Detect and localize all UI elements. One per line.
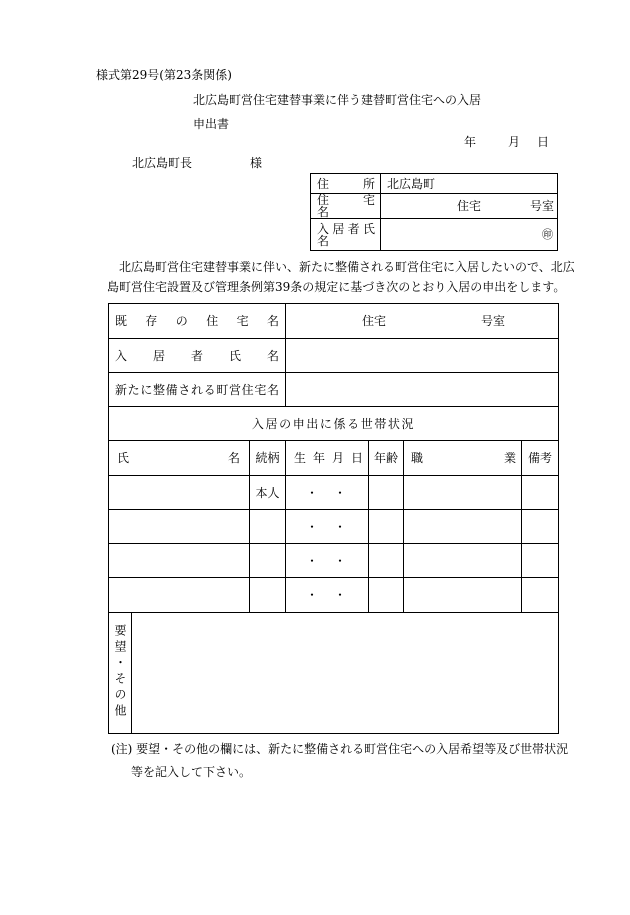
table-row bbox=[109, 476, 559, 510]
column-header-notes-text: 備考 bbox=[528, 451, 553, 465]
address-value-cell bbox=[381, 174, 558, 194]
household-birthdate: ・ ・ bbox=[306, 485, 349, 500]
column-header-name-text: 氏 名 bbox=[117, 451, 240, 465]
household-name-cell bbox=[109, 476, 250, 510]
housing-value bbox=[381, 200, 557, 212]
table-row bbox=[109, 544, 559, 578]
applicant-housing-row bbox=[311, 194, 558, 219]
remarks-value-cell bbox=[132, 613, 559, 734]
column-header-name bbox=[109, 441, 250, 476]
addressee-honorific: 様 bbox=[250, 156, 263, 170]
resident-name-row bbox=[109, 339, 559, 373]
household-age-cell bbox=[369, 578, 404, 613]
household-birthdate-cell bbox=[286, 476, 369, 510]
existing-housing-label-cell bbox=[109, 304, 286, 339]
applicant-name-row bbox=[311, 219, 558, 251]
form-number: 様式第29号(第23条関係) bbox=[96, 68, 232, 82]
column-header-birthdate-text: 生 年 月 日 bbox=[294, 451, 364, 465]
household-name-cell bbox=[109, 510, 250, 544]
household-notes-cell bbox=[522, 578, 559, 613]
household-birthdate-cell bbox=[286, 544, 369, 578]
existing-room-suffix: 号室 bbox=[481, 314, 506, 328]
household-relation-cell bbox=[250, 578, 286, 613]
new-housing-row bbox=[109, 373, 559, 407]
new-housing-value-cell bbox=[286, 373, 559, 407]
household-occupation-cell bbox=[404, 544, 522, 578]
household-age-cell bbox=[369, 476, 404, 510]
column-header-notes bbox=[522, 441, 559, 476]
household-notes-cell bbox=[522, 544, 559, 578]
column-header-relation bbox=[250, 441, 286, 476]
table-row bbox=[109, 578, 559, 613]
existing-housing-value bbox=[286, 315, 558, 327]
column-header-age-text: 年齢 bbox=[374, 451, 399, 465]
resident-name-label: 入居者氏名 bbox=[317, 221, 375, 248]
resident-label: 入 居 者 氏 名 bbox=[115, 348, 280, 363]
note-line-2: 等を記入して下さい。 bbox=[131, 765, 252, 779]
household-heading-row bbox=[109, 407, 559, 441]
statement-line-1: 北広島町営住宅建替事業に伴い、新たに整備される町営住宅に入居したいので、北広 bbox=[119, 260, 575, 274]
household-occupation-cell bbox=[404, 578, 522, 613]
household-relation-cell bbox=[250, 544, 286, 578]
household-name-cell bbox=[109, 544, 250, 578]
address-value: 北広島町 bbox=[387, 176, 436, 191]
household-header-row bbox=[109, 441, 559, 476]
existing-housing-row bbox=[109, 304, 559, 339]
form-title-line-2: 申出書 bbox=[193, 117, 230, 131]
remarks-label-cell bbox=[109, 613, 132, 734]
household-relation-cell bbox=[250, 476, 286, 510]
existing-housing-suffix: 住宅 bbox=[362, 314, 387, 328]
column-header-occupation-text: 職 業 bbox=[411, 451, 517, 465]
remarks-label: 要望・その他 bbox=[113, 624, 127, 720]
household-relation: 本人 bbox=[255, 485, 280, 500]
housing-label-cell bbox=[311, 193, 388, 219]
household-age-cell bbox=[369, 510, 404, 544]
household-notes-cell bbox=[522, 476, 559, 510]
household-relation-cell bbox=[250, 510, 286, 544]
statement-line-2: 島町営住宅設置及び管理条例第39条の規定に基づき次のとおり入居の申出をします。 bbox=[107, 280, 566, 294]
household-birthdate: ・ ・ bbox=[306, 519, 349, 534]
household-age-cell bbox=[369, 544, 404, 578]
address-label-cell bbox=[311, 174, 381, 194]
column-header-age bbox=[369, 441, 404, 476]
table-row bbox=[109, 510, 559, 544]
remarks-row bbox=[109, 613, 559, 734]
applicant-info-table bbox=[310, 173, 558, 251]
statement-paragraph bbox=[107, 257, 575, 297]
household-birthdate: ・ ・ bbox=[306, 553, 349, 568]
household-heading: 入居の申出に係る世帯状況 bbox=[251, 416, 416, 431]
household-occupation-cell bbox=[404, 510, 522, 544]
column-header-relation-text: 続柄 bbox=[255, 451, 280, 465]
existing-housing-value-cell bbox=[286, 304, 559, 339]
date-year-label: 年 bbox=[464, 135, 477, 149]
address-label: 住 所 bbox=[317, 176, 375, 191]
housing-suffix: 住宅 bbox=[457, 199, 482, 213]
resident-label-cell bbox=[109, 339, 286, 373]
household-occupation-cell bbox=[404, 476, 522, 510]
seal-mark: ㊞ bbox=[542, 227, 553, 241]
existing-housing-label: 既 存 の 住 宅 名 bbox=[115, 314, 280, 328]
date-day-label: 日 bbox=[537, 135, 550, 149]
column-header-birthdate bbox=[286, 441, 369, 476]
note-line-1: (注) 要望・その他の欄には、新たに整備される町営住宅への入居希望等及び世帯状況 bbox=[111, 742, 569, 756]
household-birthdate-cell bbox=[286, 510, 369, 544]
household-name-cell bbox=[109, 578, 250, 613]
new-housing-label-cell bbox=[109, 373, 286, 407]
new-housing-label: 新たに整備される町営住宅名 bbox=[115, 382, 280, 397]
form-title-line-1: 北広島町営住宅建替事業に伴う建替町営住宅への入居 bbox=[193, 93, 482, 107]
household-heading-cell bbox=[109, 407, 559, 441]
applicant-address-row bbox=[311, 174, 558, 194]
room-suffix: 号室 bbox=[530, 199, 555, 213]
date-month-label: 月 bbox=[508, 135, 521, 149]
resident-name-label-cell bbox=[311, 219, 381, 251]
resident-value-cell bbox=[286, 339, 559, 373]
housing-label: 住 宅 名 bbox=[317, 193, 388, 219]
housing-value-cell bbox=[381, 194, 558, 219]
application-table bbox=[108, 303, 559, 734]
column-header-occupation bbox=[404, 441, 522, 476]
household-birthdate-cell bbox=[286, 578, 369, 613]
addressee-name: 北広島町長 bbox=[132, 156, 193, 170]
household-birthdate: ・ ・ bbox=[306, 588, 349, 602]
household-notes-cell bbox=[522, 510, 559, 544]
resident-name-value-cell bbox=[381, 219, 558, 251]
